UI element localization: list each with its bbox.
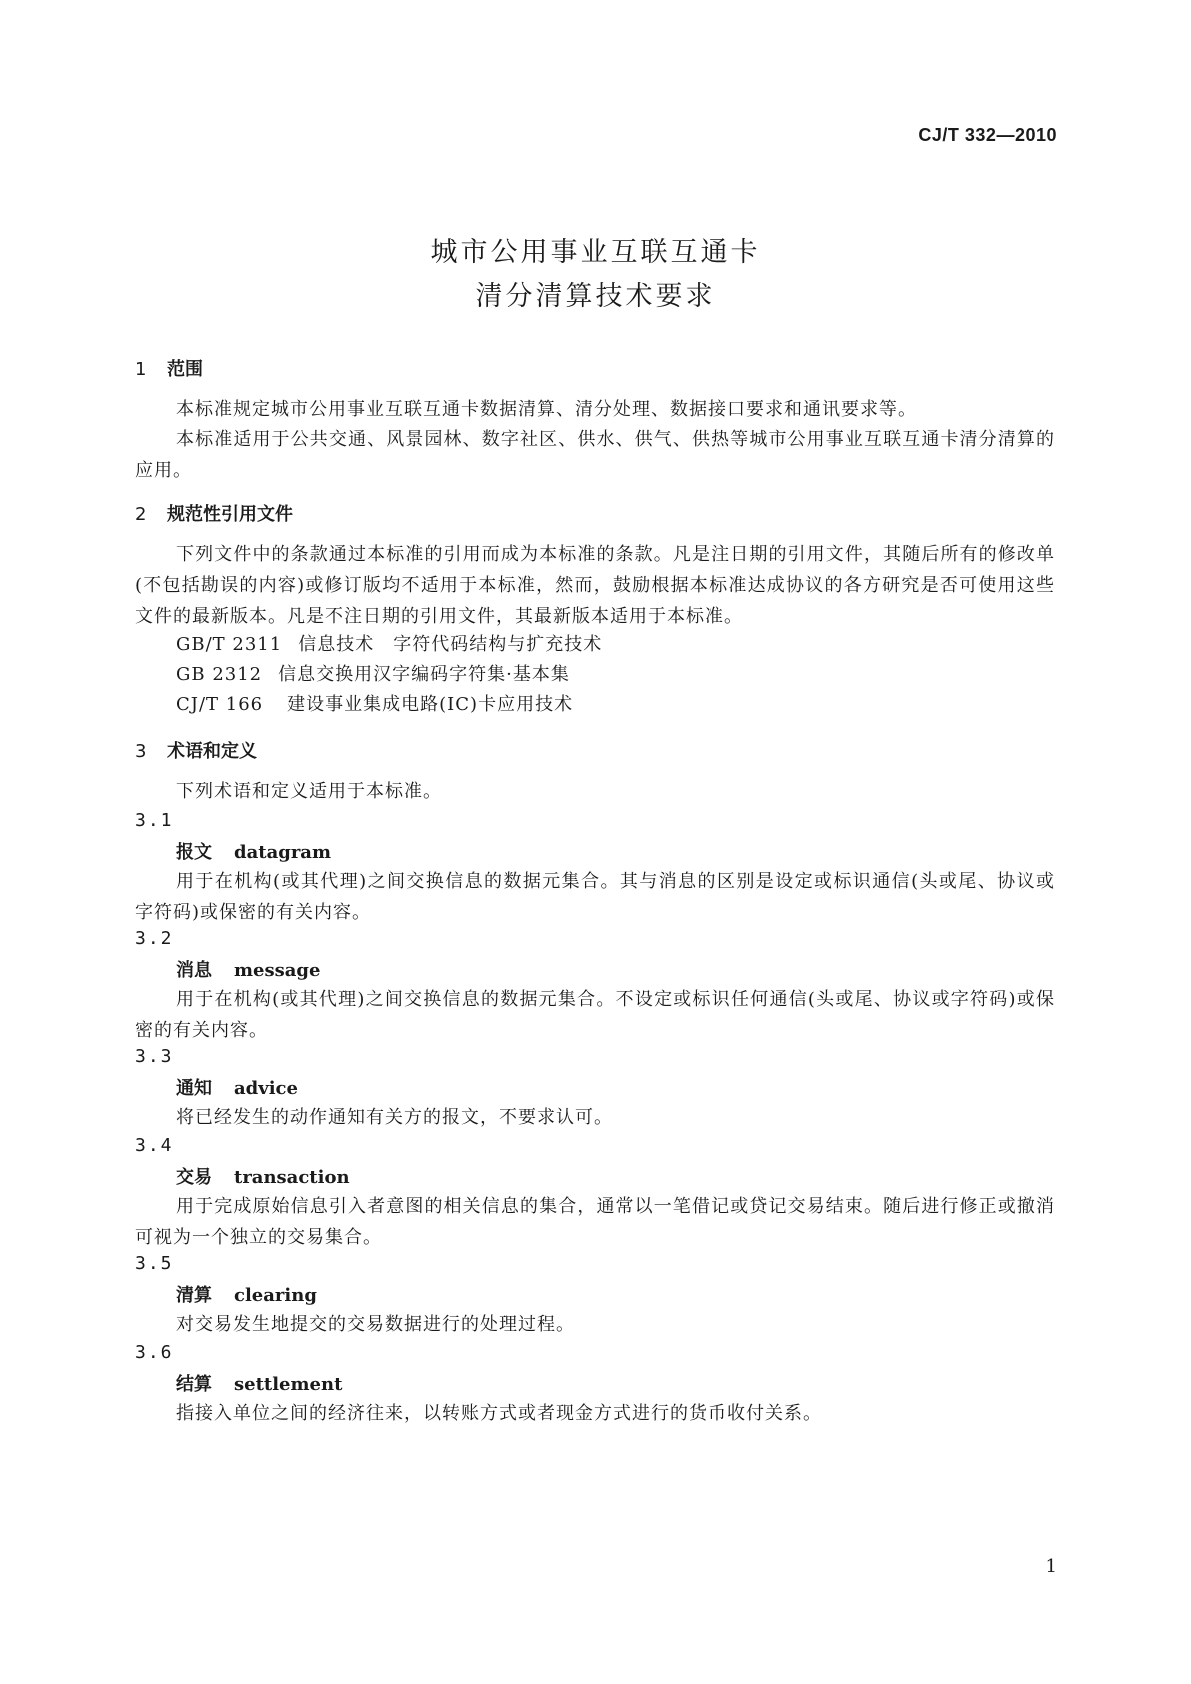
term-definition: 用于在机构(或其代理)之间交换信息的数据元集合。其与消息的区别是设定或标识通信(头或尾、协议或字符码)或保密的有关内容。: [135, 871, 1055, 923]
clause-number: 3.4: [135, 1135, 174, 1156]
term-zh: 清算: [176, 1285, 212, 1306]
normative-reference: [176, 690, 573, 716]
section-3-paragraph-1: 下列术语和定义适用于本标准。: [176, 781, 442, 802]
term-en: settlement: [234, 1374, 343, 1395]
reference-code: GB 2312: [176, 664, 263, 685]
section-1-paragraph-1: 本标准规定城市公用事业互联互通卡数据清算、清分处理、数据接口要求和通讯要求等。: [176, 399, 917, 420]
section-3-title: 术语和定义: [167, 741, 257, 762]
term-en: clearing: [234, 1285, 317, 1306]
term-heading: [176, 1074, 298, 1100]
normative-reference: [176, 660, 570, 686]
document-title-line1: 城市公用事业互联互通卡: [430, 237, 761, 268]
term-definition: 用于完成原始信息引入者意图的相关信息的集合，通常以一笔借记或贷记交易结束。随后进行修正或撤消可视为一个独立的交易集合。: [135, 1196, 1055, 1248]
section-2-heading: [135, 500, 293, 526]
document-title-line2: 清分清算技术要求: [475, 281, 716, 312]
term-en: transaction: [234, 1167, 350, 1188]
reference-name: 信息技术 字符代码结构与扩充技术: [298, 634, 603, 655]
term-definition: 对交易发生地提交的交易数据进行的处理过程。: [176, 1314, 575, 1335]
section-1-title: 范围: [167, 359, 203, 380]
section-3-heading: [135, 737, 257, 763]
term-zh: 消息: [176, 960, 212, 981]
term-definition: 将已经发生的动作通知有关方的报文，不要求认可。: [176, 1107, 613, 1128]
term-definition: 用于在机构(或其代理)之间交换信息的数据元集合。不设定或标识任何通信(头或尾、协议或字符码)或保密的有关内容。: [135, 989, 1055, 1041]
section-1-heading: [135, 355, 203, 381]
section-2-number: 2: [135, 504, 147, 525]
term-zh: 报文: [176, 842, 212, 863]
clause-number: 3.1: [135, 810, 174, 831]
term-heading: [176, 1163, 350, 1189]
page-number: 1: [1045, 1556, 1057, 1577]
section-3-number: 3: [135, 741, 147, 762]
reference-code: GB/T 2311: [176, 634, 283, 655]
term-heading: [176, 956, 320, 982]
section-1-number: 1: [135, 359, 147, 380]
term-heading: [176, 838, 331, 864]
term-zh: 交易: [176, 1167, 212, 1188]
clause-number: 3.3: [135, 1046, 174, 1067]
term-heading: [176, 1281, 317, 1307]
section-2-paragraph-1: 下列文件中的条款通过本标准的引用而成为本标准的条款。凡是注日期的引用文件，其随后所有的修改单(不包括勘误的内容)或修订版均不适用于本标准，然而，鼓励根据本标准达成协议的各方研究是否可使用这些文件的最新版本。凡是不注日期的引用文件，其最新版本适用于本标准。: [135, 544, 1055, 627]
term-en: datagram: [234, 842, 332, 863]
reference-code: CJ/T 166: [176, 694, 264, 715]
clause-number: 3.5: [135, 1253, 174, 1274]
clause-number: 3.2: [135, 928, 174, 949]
section-1-paragraph-2: 本标准适用于公共交通、风景园林、数字社区、供水、供气、供热等城市公用事业互联互通卡清分清算的应用。: [135, 429, 1055, 481]
reference-name: 信息交换用汉字编码字符集·基本集: [278, 664, 570, 685]
normative-reference: [176, 630, 602, 656]
term-en: advice: [234, 1078, 298, 1099]
term-zh: 通知: [176, 1078, 212, 1099]
term-heading: [176, 1370, 342, 1396]
section-2-title: 规范性引用文件: [167, 504, 293, 525]
reference-name: 建设事业集成电路(IC)卡应用技术: [287, 694, 574, 715]
term-zh: 结算: [176, 1374, 212, 1395]
term-definition: 指接入单位之间的经济往来，以转账方式或者现金方式进行的货币收付关系。: [176, 1403, 822, 1424]
clause-number: 3.6: [135, 1342, 174, 1363]
term-en: message: [234, 960, 321, 981]
standard-code: CJ/T 332—2010: [918, 125, 1057, 145]
